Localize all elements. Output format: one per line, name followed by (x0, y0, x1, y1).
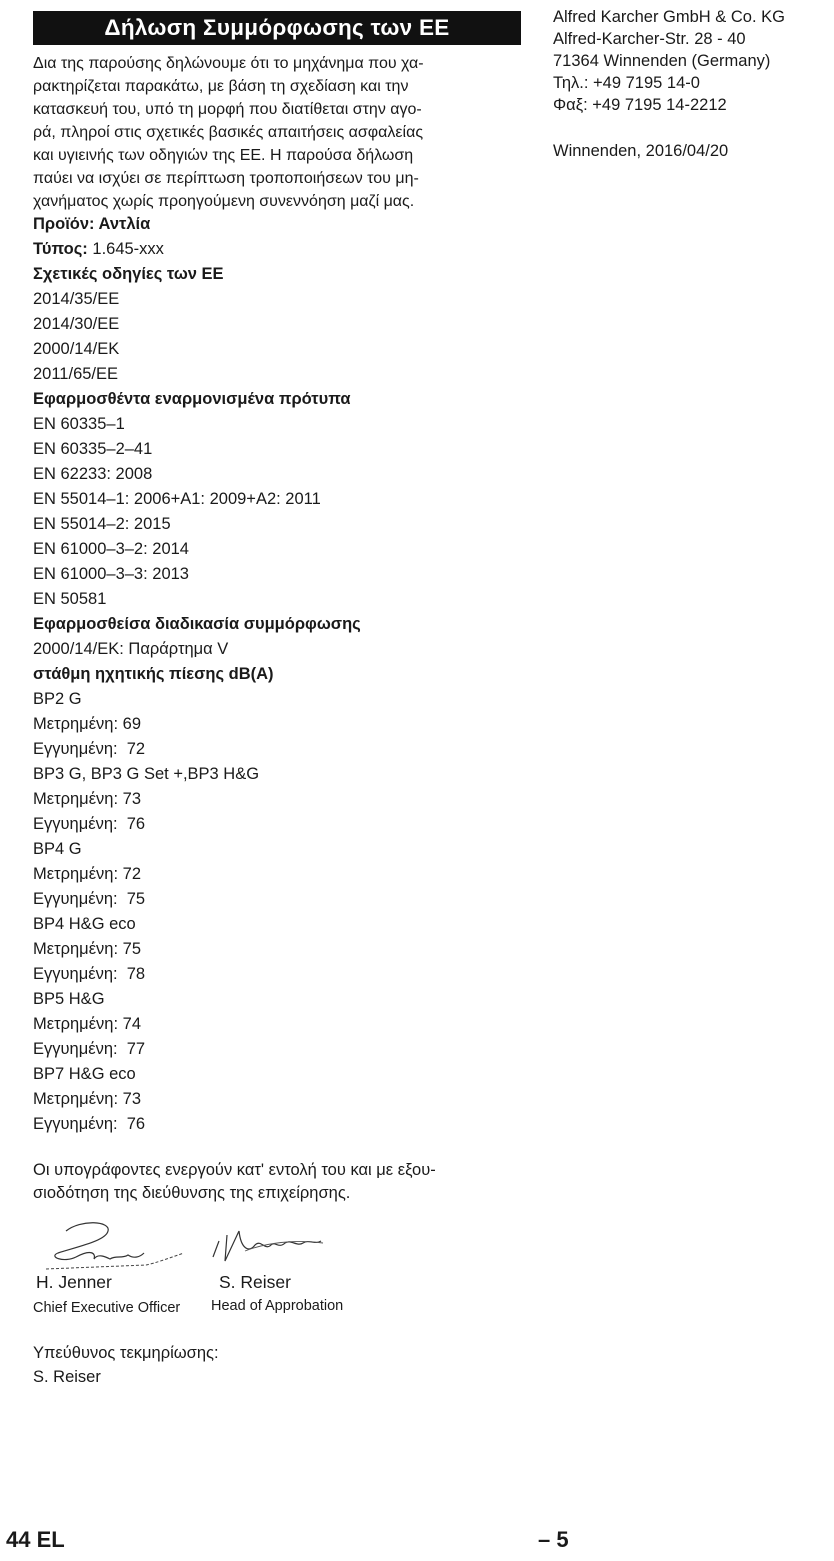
measured-level: Μετρημένη: 73 (33, 790, 141, 808)
measured-level: Μετρημένη: 74 (33, 1015, 141, 1033)
standard-item: EN 55014–2: 2015 (33, 515, 171, 533)
section-number: – 5 (538, 1527, 569, 1552)
noise-heading: στάθμη ηχητικής πίεσης dB(A) (33, 665, 274, 683)
guaranteed-level: Εγγυημένη: 78 (33, 965, 146, 983)
model-name: BP7 H&G eco (33, 1065, 136, 1083)
company-street: Alfred-Karcher-Str. 28 - 40 (553, 30, 746, 48)
signatory-name: S. Reiser (219, 1272, 291, 1292)
standard-item: EN 61000–3–3: 2013 (33, 565, 189, 583)
type-value: 1.645-xxx (92, 240, 164, 258)
model-name: BP4 G (33, 840, 82, 858)
standard-item: EN 61000–3–2: 2014 (33, 540, 189, 558)
directives-heading: Σχετικές οδηγίες των ΕΕ (33, 265, 224, 283)
product-value: Αντλία (98, 215, 151, 233)
intro-line: Δια της παρούσης δηλώνουμε ότι το μηχάνημα που χα- (33, 55, 424, 72)
intro-line: παύει να ισχύει σε περίπτωση τροποποιήσεων του μη- (33, 170, 419, 187)
product-label: Προϊόν: (33, 215, 95, 233)
standard-item: EN 60335–1 (33, 415, 125, 433)
model-name: BP2 G (33, 690, 82, 708)
intro-paragraph (33, 52, 525, 213)
signatory-role: Chief Executive Officer (33, 1300, 181, 1316)
model-name: BP4 H&G eco (33, 915, 136, 933)
standards-heading: Εφαρμοσθέντα εναρμονισμένα πρότυπα (33, 390, 351, 408)
documentation-responsible (33, 1341, 219, 1389)
intro-line: χανήματος χωρίς προηγούμενη συνεννόηση μαζί μας. (33, 193, 415, 210)
product-line (33, 212, 525, 237)
standard-item: EN 62233: 2008 (33, 465, 153, 483)
measured-level: Μετρημένη: 72 (33, 865, 141, 883)
handwritten-signature-icon (36, 1213, 186, 1279)
measured-level: Μετρημένη: 69 (33, 715, 141, 733)
document-title: Δήλωση Συμμόρφωσης των ΕΕ (33, 11, 521, 45)
directive-item: 2011/65/EE (33, 365, 119, 383)
procedure-value: 2000/14/EK: Παράρτημα V (33, 640, 229, 658)
model-name: BP3 G, BP3 G Set +,BP3 H&G (33, 765, 260, 783)
closing-line: Οι υπογράφοντες ενεργούν κατ' εντολή του και με εξου- (33, 1161, 436, 1179)
company-fax: Φαξ: +49 7195 14-2212 (553, 96, 727, 114)
declaration-details (33, 212, 525, 1137)
measured-level: Μετρημένη: 75 (33, 940, 141, 958)
intro-line: κατασκευή του, υπό τη μορφή που διατίθεται στην αγο- (33, 101, 422, 118)
standard-item: EN 50581 (33, 590, 107, 608)
guaranteed-level: Εγγυημένη: 76 (33, 1115, 146, 1133)
intro-line: ρακτηρίζεται παρακάτω, με βάση τη σχεδίαση και την (33, 78, 409, 95)
type-line (33, 237, 525, 262)
directive-item: 2014/35/EE (33, 290, 120, 308)
signature-reiser (205, 1221, 335, 1273)
procedure-heading: Εφαρμοσθείσα διαδικασία συμμόρφωσης (33, 615, 361, 633)
directive-item: 2014/30/EE (33, 315, 120, 333)
company-phone: Τηλ.: +49 7195 14-0 (553, 74, 700, 92)
model-name: BP5 H&G (33, 990, 105, 1008)
company-city: 71364 Winnenden (Germany) (553, 52, 771, 70)
intro-line: ρά, πληροί στις σχετικές βασικές απαιτήσεις ασφαλείας (33, 124, 424, 141)
responsible-name: S. Reiser (33, 1368, 101, 1386)
company-info (553, 6, 833, 162)
page-number: 44 EL (6, 1527, 65, 1552)
guaranteed-level: Εγγυημένη: 76 (33, 815, 146, 833)
measured-level: Μετρημένη: 73 (33, 1090, 141, 1108)
signatory-role: Head of Approbation (211, 1298, 344, 1314)
company-name: Alfred Karcher GmbH & Co. KG (553, 8, 785, 26)
signature-jenner (36, 1213, 186, 1279)
handwritten-signature-icon (205, 1221, 335, 1273)
signatory-name: H. Jenner (36, 1272, 112, 1292)
place-date: Winnenden, 2016/04/20 (553, 142, 729, 160)
guaranteed-level: Εγγυημένη: 77 (33, 1040, 146, 1058)
closing-line: σιοδότηση της διεύθυνσης της επιχείρησης. (33, 1184, 351, 1202)
type-label: Τύπος: (33, 240, 88, 258)
guaranteed-level: Εγγυημένη: 75 (33, 890, 146, 908)
standard-item: EN 55014–1: 2006+A1: 2009+A2: 2011 (33, 490, 321, 508)
intro-line: και υγιεινής των οδηγιών της ΕΕ. Η παρούσα δήλωση (33, 147, 414, 164)
directive-item: 2000/14/EK (33, 340, 120, 358)
closing-statement (33, 1159, 525, 1205)
responsible-label: Υπεύθυνος τεκμηρίωσης: (33, 1344, 219, 1362)
standard-item: EN 60335–2–41 (33, 440, 153, 458)
guaranteed-level: Εγγυημένη: 72 (33, 740, 146, 758)
